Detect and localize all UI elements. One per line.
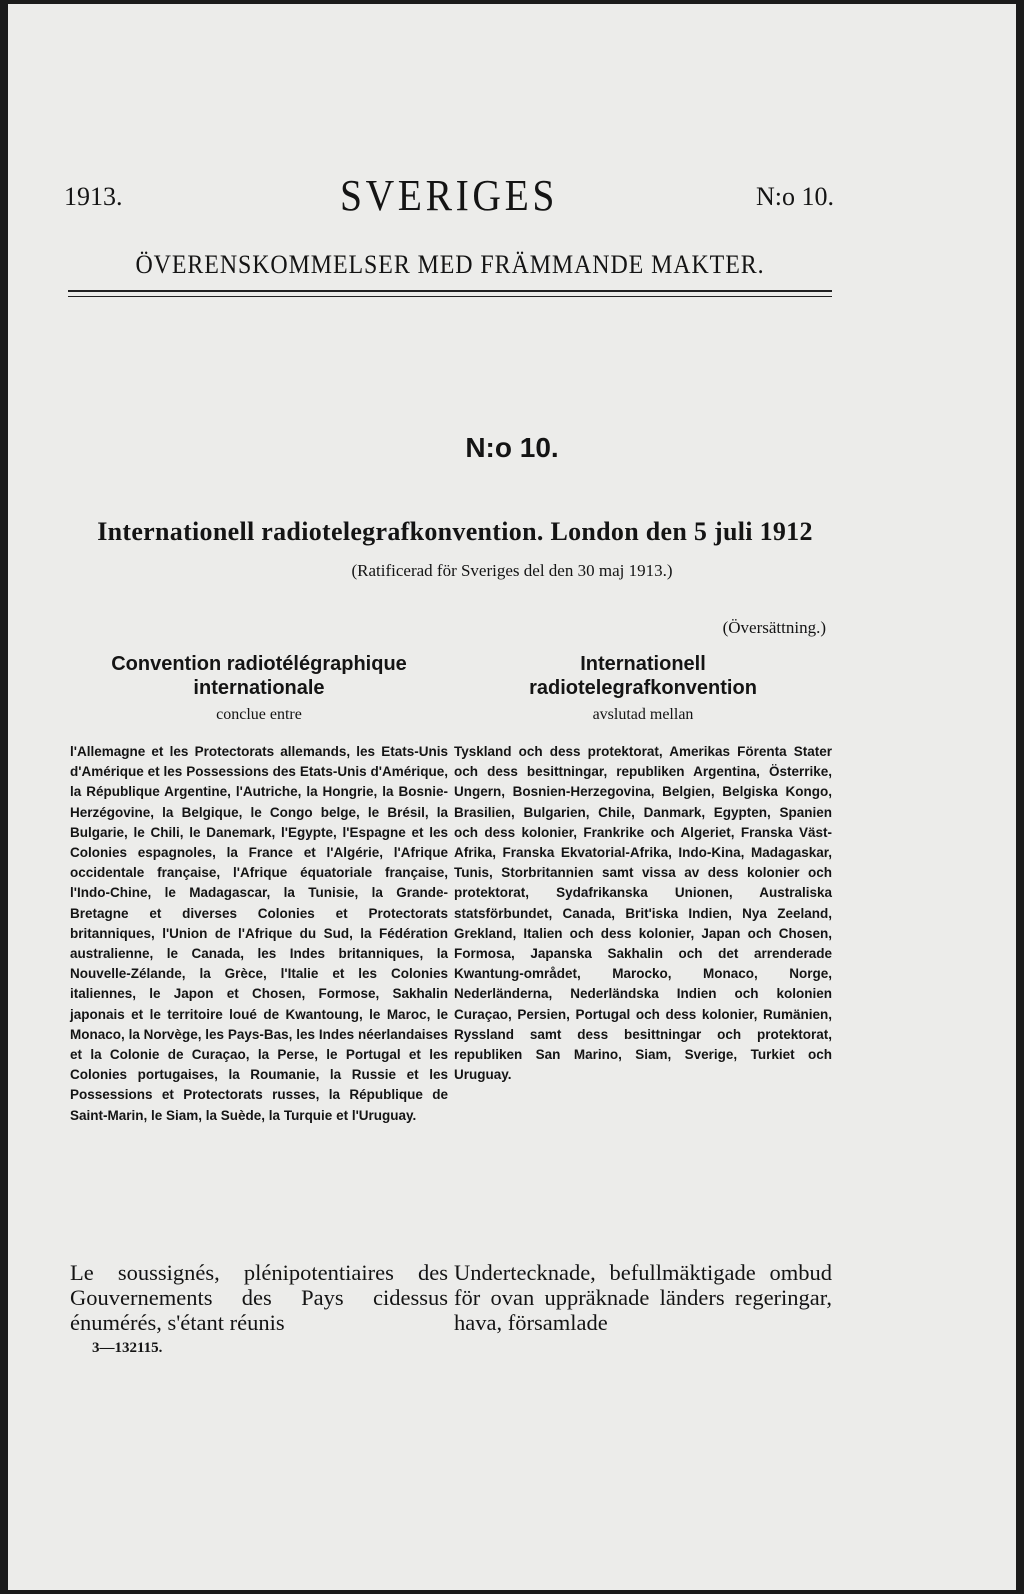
french-title-line1: Convention radiotélégraphique [111, 653, 407, 675]
french-preamble-text: Le soussignés, plénipotentiaires des Gouvernements des Pays cidessus énumérés, s'étant réunis [70, 1260, 448, 1335]
french-column-subtitle: conclue entre [216, 706, 302, 723]
swedish-parties-list: Tyskland och dess protektorat, Amerikas Förenta Stater och dess besittningar, republiken Argentina, Österrike, Ungern, Bosnien-Herzegovina, Belgien, Belgiska Kongo, Brasilien, Bulgarien, Chile, Danmark, Egypten, Spanien och dess kolonier, Frankrike och Algeriet, Franska Väst-Afrika, Franska Ekvatorial-Afrika, Indo-Kina, Madagaskar, Tunis, Storbritannien samt vissa av dess kolonier och protektorat, Sydafrikanska Unionen, Australiska statsförbundet, Canada, Brit'iska Indien, Nya Zeeland, Grekland, Italien och dess kolonier, Japan och Chosen, Formosa, Japanska Sakhalin och det arrenderade Kwantung-området, Marocko, Monaco, Norge, Nederländerna, Nederländska Indien och kolonien Curaçao, Persien, Portugal och dess kolonier, Rumänien, Ryssland samt dess besittningar och protektorat, republiken San Marino, Siam, Sverige, Turkiet och Uruguay. [454, 744, 832, 1083]
translation-note: (Översättning.) [722, 618, 826, 637]
swedish-column-title [454, 652, 832, 700]
header-rule-thin [68, 296, 832, 297]
swedish-column-subtitle: avslutad mellan [592, 706, 694, 723]
header-country: SVERIGES [339, 171, 559, 220]
document-number: N:o 10. [465, 432, 559, 463]
ratification-note: (Ratificerad för Sveriges del den 30 maj 1913.) [351, 561, 673, 580]
french-parties-list: l'Allemagne et les Protectorats allemands, les Etats-Unis d'Amérique et les Possessions des Etats-Unis d'Amérique, la République Argentine, l'Autriche, la Hongrie, la Bosnie-Herzégovine, la Belgique, le Congo belge, le Brésil, la Bulgarie, le Chili, le Danemark, l'Egypte, l'Espagne et les Colonies espagnoles, la France et l'Algérie, l'Afrique occidentale française, l'Afrique équatoriale française, l'Indo-Chine, le Madagascar, la Tunisie, la Grande-Bretagne et diverses Colonies et Protectorats britanniques, l'Union de l'Afrique du Sud, la Fédération australienne, le Canada, les Indes britanniques, la Nouvelle-Zélande, la Grèce, l'Italie et les Colonies italiennes, le Japon et Chosen, Formose, Sakhalin japonais et le territoire loué de Kwantoung, le Maroc, le Monaco, la Norvège, les Pays-Bas, les Indes néerlandaises et la Colonie de Curaçao, la Perse, le Portugal et les Colonies portugaises, la Roumanie, la Russie et les Possessions et Protectorats russes, la République de Saint-Marin, le Siam, la Suède, la Turquie et l'Uruguay. [70, 744, 448, 1123]
header-year: 1913. [64, 182, 123, 211]
document-page [8, 4, 1016, 1590]
swedish-preamble-text: Undertecknade, befullmäktigade ombud för ovan uppräknade länders regeringar, hava, församlade [454, 1260, 832, 1335]
header-row [64, 170, 834, 220]
header-subtitle: ÖVERENSKOMMELSER MED FRÄMMANDE MAKTER. [135, 250, 765, 279]
swedish-title-line2: radiotelegrafkonvention [529, 677, 757, 699]
french-column-title [70, 652, 448, 700]
french-title-line2: internationale [193, 677, 325, 699]
header-rule [68, 290, 832, 292]
swedish-title-line1: Internationell [580, 653, 706, 675]
document-title: Internationell radiotelegrafkonvention. London den 5 juli 1912 [97, 517, 813, 546]
header-number: N:o 10. [756, 182, 834, 211]
print-mark: 3—132115. [92, 1340, 163, 1356]
